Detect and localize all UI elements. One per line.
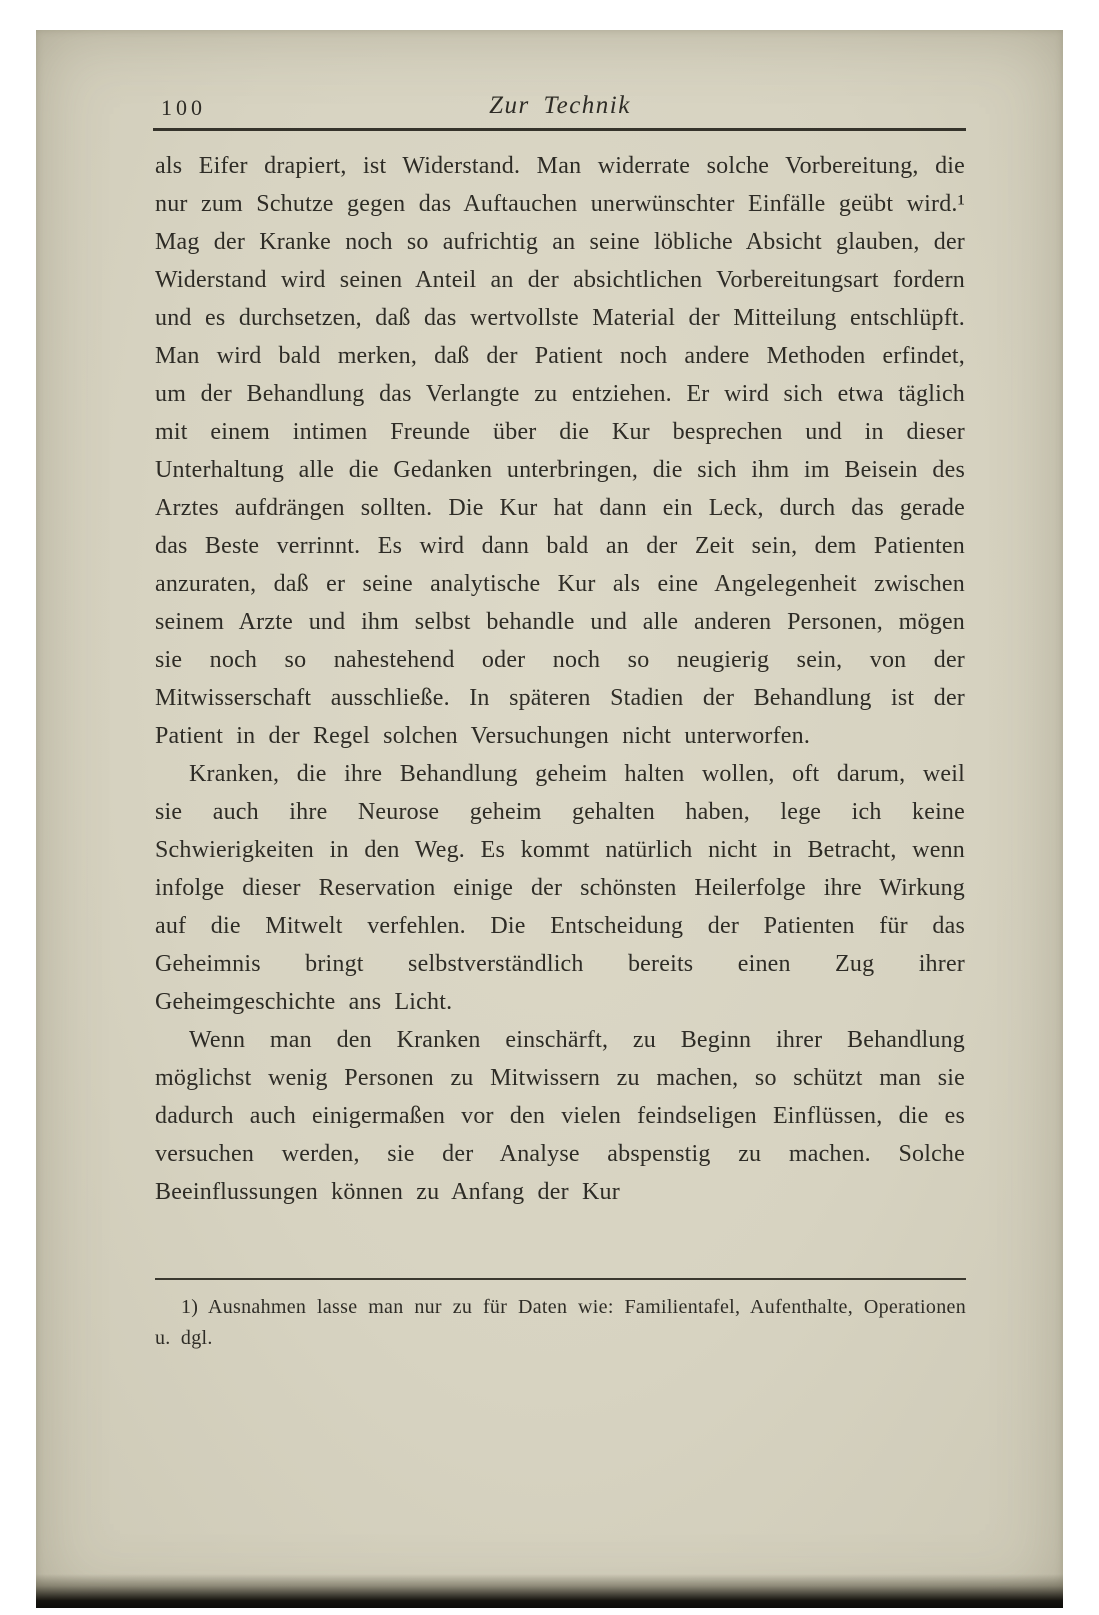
body-text: [155, 147, 965, 1211]
body-paragraph: Wenn man den Kranken einschärft, zu Beginn ihrer Behandlung möglichst wenig Personen zu Mitwissern zu machen, so schützt man sie dadurch auch einigermaßen vor den vielen feindseligen Einflüssen, die es versuchen werden, sie der Analyse abspenstig zu machen. Solche Beeinflussungen können zu Anfang der Kur: [155, 1027, 965, 1205]
page-header: [155, 92, 965, 126]
book-page: [36, 30, 1063, 1608]
body-paragraph: Kranken, die ihre Behandlung geheim halten wollen, oft darum, weil sie auch ihre Neurose geheim gehalten haben, lege ich keine Schwierigkeiten in den Weg. Es kommt natürlich nicht in Betracht, wenn infolge dieser Reservation einige der schönsten Heilerfolge ihre Wirkung auf die Mitwelt verfehlen. Die Entscheidung der Patienten für das Geheimnis bringt selbstverständlich bereits einen Zug ihrer Geheimgeschichte ans Licht.: [155, 761, 965, 1015]
running-title: Zur Technik: [489, 92, 631, 119]
footnote-text: 1) Ausnahmen lasse man nur zu für Daten wie: Familientafel, Aufenthalte, Operationen u. dgl.: [155, 1296, 966, 1349]
footnote: [155, 1278, 966, 1354]
header-rule: [153, 128, 966, 131]
footnote-rule: [155, 1278, 966, 1280]
page-bottom-shadow: [36, 1574, 1063, 1608]
body-paragraph: als Eifer drapiert, ist Widerstand. Man widerrate solche Vorbereitung, die nur zum Schutze gegen das Auftauchen unerwünschter Einfälle geübt wird.¹ Mag der Kranke noch so aufrichtig an seine löbliche Absicht glauben, der Widerstand wird seinen Anteil an der absichtlichen Vorbereitungsart fordern und es durchsetzen, daß das wertvollste Material der Mitteilung entschlüpft. Man wird bald merken, daß der Patient noch andere Methoden erfindet, um der Behandlung das Verlangte zu entziehen. Er wird sich etwa täglich mit einem intimen Freunde über die Kur besprechen und in dieser Unterhaltung alle die Gedanken unterbringen, die sich ihm im Beisein des Arztes aufdrängen sollten. Die Kur hat dann ein Leck, durch das gerade das Beste verrinnt. Es wird dann bald an der Zeit sein, dem Patienten anzuraten, daß er seine analytische Kur als eine Angelegenheit zwischen seinem Arzte und ihm selbst behandle und alle anderen Personen, mögen sie noch so nahestehend oder noch so neugierig sein, von der Mitwisserschaft ausschließe. In späteren Stadien der Behandlung ist der Patient in der Regel solchen Versuchungen nicht unterworfen.: [155, 153, 965, 749]
page-number: 100: [161, 95, 206, 120]
